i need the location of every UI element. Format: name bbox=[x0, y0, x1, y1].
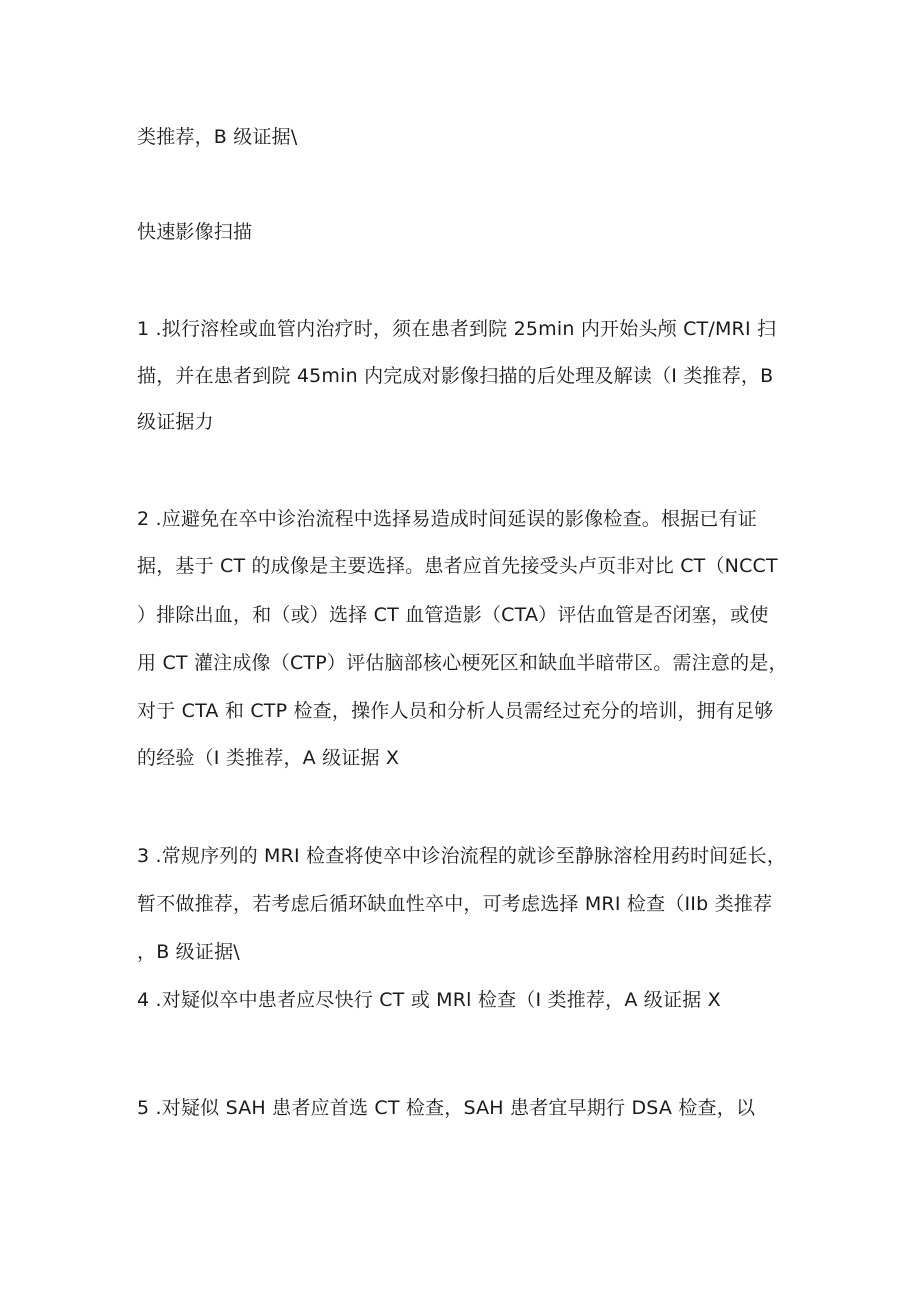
item-5-line-1: 5 .对疑似 SAH 患者应首选 CT 检查，SAH 患者宜早期行 DSA 检查，以 bbox=[137, 1097, 756, 1119]
item-1-line-1: 1 .拟行溶栓或血管内治疗时，须在患者到院 25min 内开始头颅 CT/MRI 扫 bbox=[137, 318, 777, 340]
item-2-line-1: 2 .应避免在卒中诊治流程中选择易造成时间延误的影像检查。根据已有证 bbox=[137, 508, 757, 530]
item-3-line-3: ，B 级证据\ bbox=[137, 941, 240, 963]
text-line-recommendation-tail: 类推荐，B 级证据\ bbox=[137, 126, 298, 148]
item-3-line-1: 3 .常规序列的 MRI 检查将使卒中诊治流程的就诊至静脉溶栓用药时间延长， bbox=[137, 845, 787, 867]
item-2-line-4: 用 CT 灌注成像（CTP）评估脑部核心梗死区和缺血半暗带区。需注意的是， bbox=[137, 652, 788, 674]
item-2-line-6: 的经验（I 类推荐，A 级证据 X bbox=[137, 747, 400, 769]
section-heading-rapid-imaging: 快速影像扫描 bbox=[137, 221, 253, 243]
item-2-line-5: 对于 CTA 和 CTP 检查，操作人员和分析人员需经过充分的培训，拥有足够 bbox=[137, 700, 774, 722]
item-2-line-3: ）排除出血，和（或）选择 CT 血管造影（CTA）评估血管是否闭塞，或使 bbox=[137, 604, 769, 626]
item-1-line-3: 级证据力 bbox=[137, 411, 214, 433]
item-1-line-2: 描，并在患者到院 45min 内完成对影像扫描的后处理及解读（I 类推荐，B bbox=[137, 365, 774, 387]
item-2-line-2: 据，基于 CT 的成像是主要选择。患者应首先接受头卢页非对比 CT（NCCT bbox=[137, 555, 778, 577]
item-3-line-2: 暂不做推荐，若考虑后循环缺血性卒中，可考虑选择 MRI 检查（IIb 类推荐 bbox=[137, 893, 773, 915]
item-4-line-1: 4 .对疑似卒中患者应尽快行 CT 或 MRl 检查（I 类推荐，A 级证据 X bbox=[137, 989, 721, 1011]
